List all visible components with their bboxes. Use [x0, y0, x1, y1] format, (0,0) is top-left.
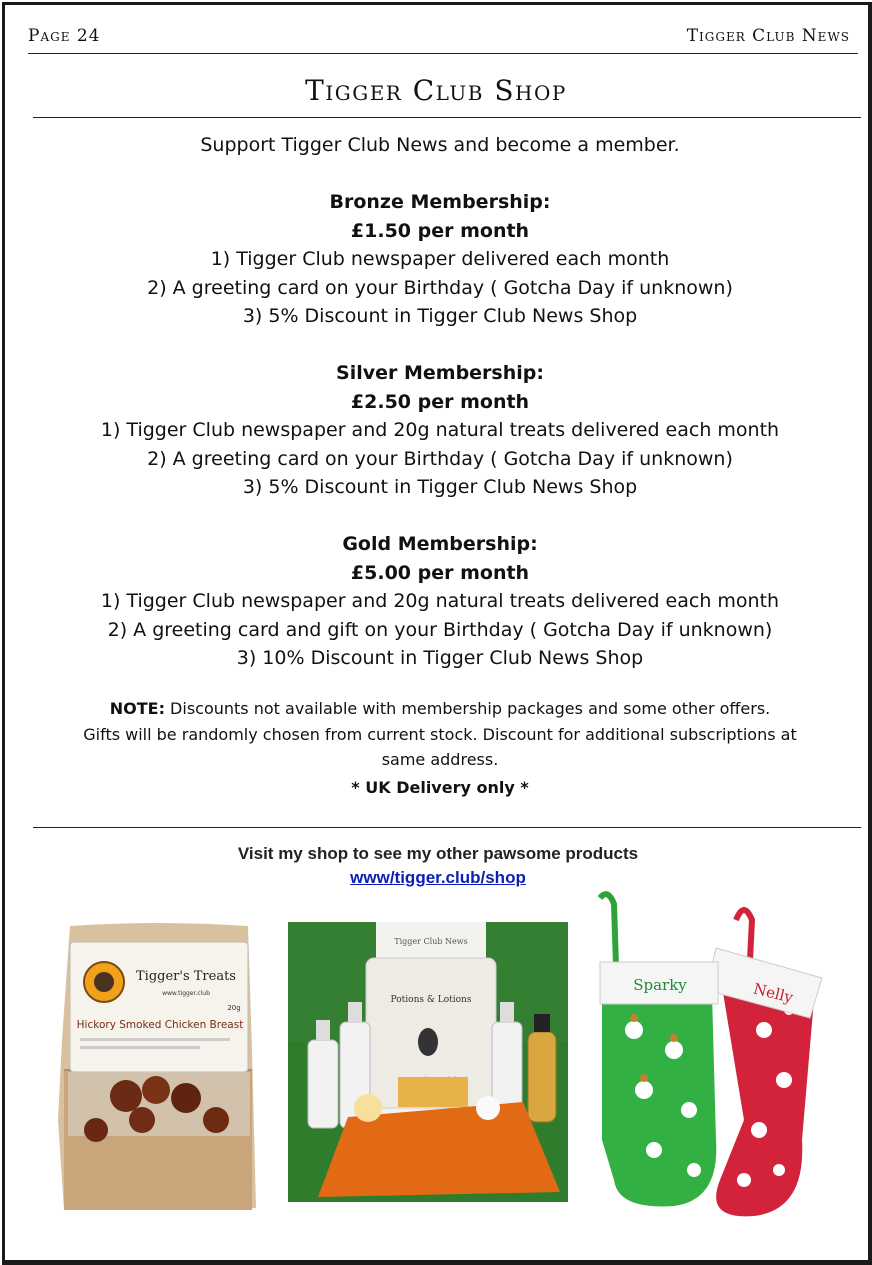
- christmas-stockings-image: [594, 890, 828, 1220]
- shop-link[interactable]: www/tigger.club/shop: [350, 868, 526, 887]
- gold-benefit: 3) 10% Discount in Tigger Club News Shop: [236, 647, 644, 669]
- silver-benefit: 2) A greeting card on your Birthday ( Gotcha Day if unknown): [147, 447, 733, 470]
- gold-benefit: 2) A greeting card and gift on your Birthday ( Gotcha Day if unknown): [107, 618, 773, 641]
- gold-benefit: 1) Tigger Club newspaper and 20g natural treats delivered each month: [100, 590, 780, 612]
- note-text: Discounts not available with membership packages and some other offers.: [164, 699, 771, 718]
- note-text: Gifts will be randomly chosen from current stock. Discount for additional subscriptions at: [83, 724, 797, 744]
- bronze-benefit: 3) 5% Discount in Tigger Club News Shop: [242, 305, 638, 327]
- note-block: [30, 696, 850, 800]
- box-label-text: Potions & Lotions: [390, 995, 472, 1005]
- silver-benefit: 3) 5% Discount in Tigger Club News Shop: [242, 476, 638, 498]
- bronze-title: Bronze Membership:: [329, 191, 551, 213]
- box-title-text: Tigger Club News: [394, 937, 468, 946]
- bronze-price: £1.50 per month: [350, 219, 530, 242]
- section-rule: [33, 827, 861, 828]
- page-number: Page 24: [28, 26, 101, 46]
- treats-url-text: www.tigger.club: [162, 990, 210, 997]
- note-label: NOTE:: [109, 699, 165, 718]
- silver-price: £2.50 per month: [350, 390, 530, 413]
- treats-brand-text: Tigger's Treats: [136, 969, 236, 984]
- intro-text: Support Tigger Club News and become a member.: [200, 134, 680, 156]
- header-rule: [28, 53, 858, 54]
- treats-pouch-image: [56, 920, 256, 1212]
- gold-price: £5.00 per month: [350, 561, 530, 584]
- gold-title: Gold Membership:: [342, 533, 538, 555]
- page-title: Tigger Club Shop: [305, 74, 567, 107]
- stocking-name-right: Nelly: [751, 979, 795, 1007]
- membership-section: [30, 131, 850, 673]
- silver-title: Silver Membership:: [336, 362, 544, 384]
- silver-benefit: 1) Tigger Club newspaper and 20g natural treats delivered each month: [100, 419, 780, 441]
- potions-lotions-image: [288, 922, 568, 1202]
- stocking-name-left: Sparky: [633, 976, 687, 994]
- shop-visit-text: Visit my shop to see my other pawsome products: [237, 844, 639, 863]
- bronze-benefit: 1) Tigger Club newspaper delivered each month: [210, 248, 670, 270]
- newsletter-name: Tigger Club News: [686, 26, 850, 46]
- treats-flavor-text: Hickory Smoked Chicken Breast: [76, 1019, 244, 1031]
- treats-weight-text: 20g: [227, 1004, 241, 1012]
- bronze-benefit: 2) A greeting card on your Birthday ( Gotcha Day if unknown): [147, 276, 733, 299]
- title-rule: [33, 117, 861, 118]
- delivery-note: * UK Delivery only *: [351, 777, 529, 797]
- note-text: same address.: [381, 750, 499, 769]
